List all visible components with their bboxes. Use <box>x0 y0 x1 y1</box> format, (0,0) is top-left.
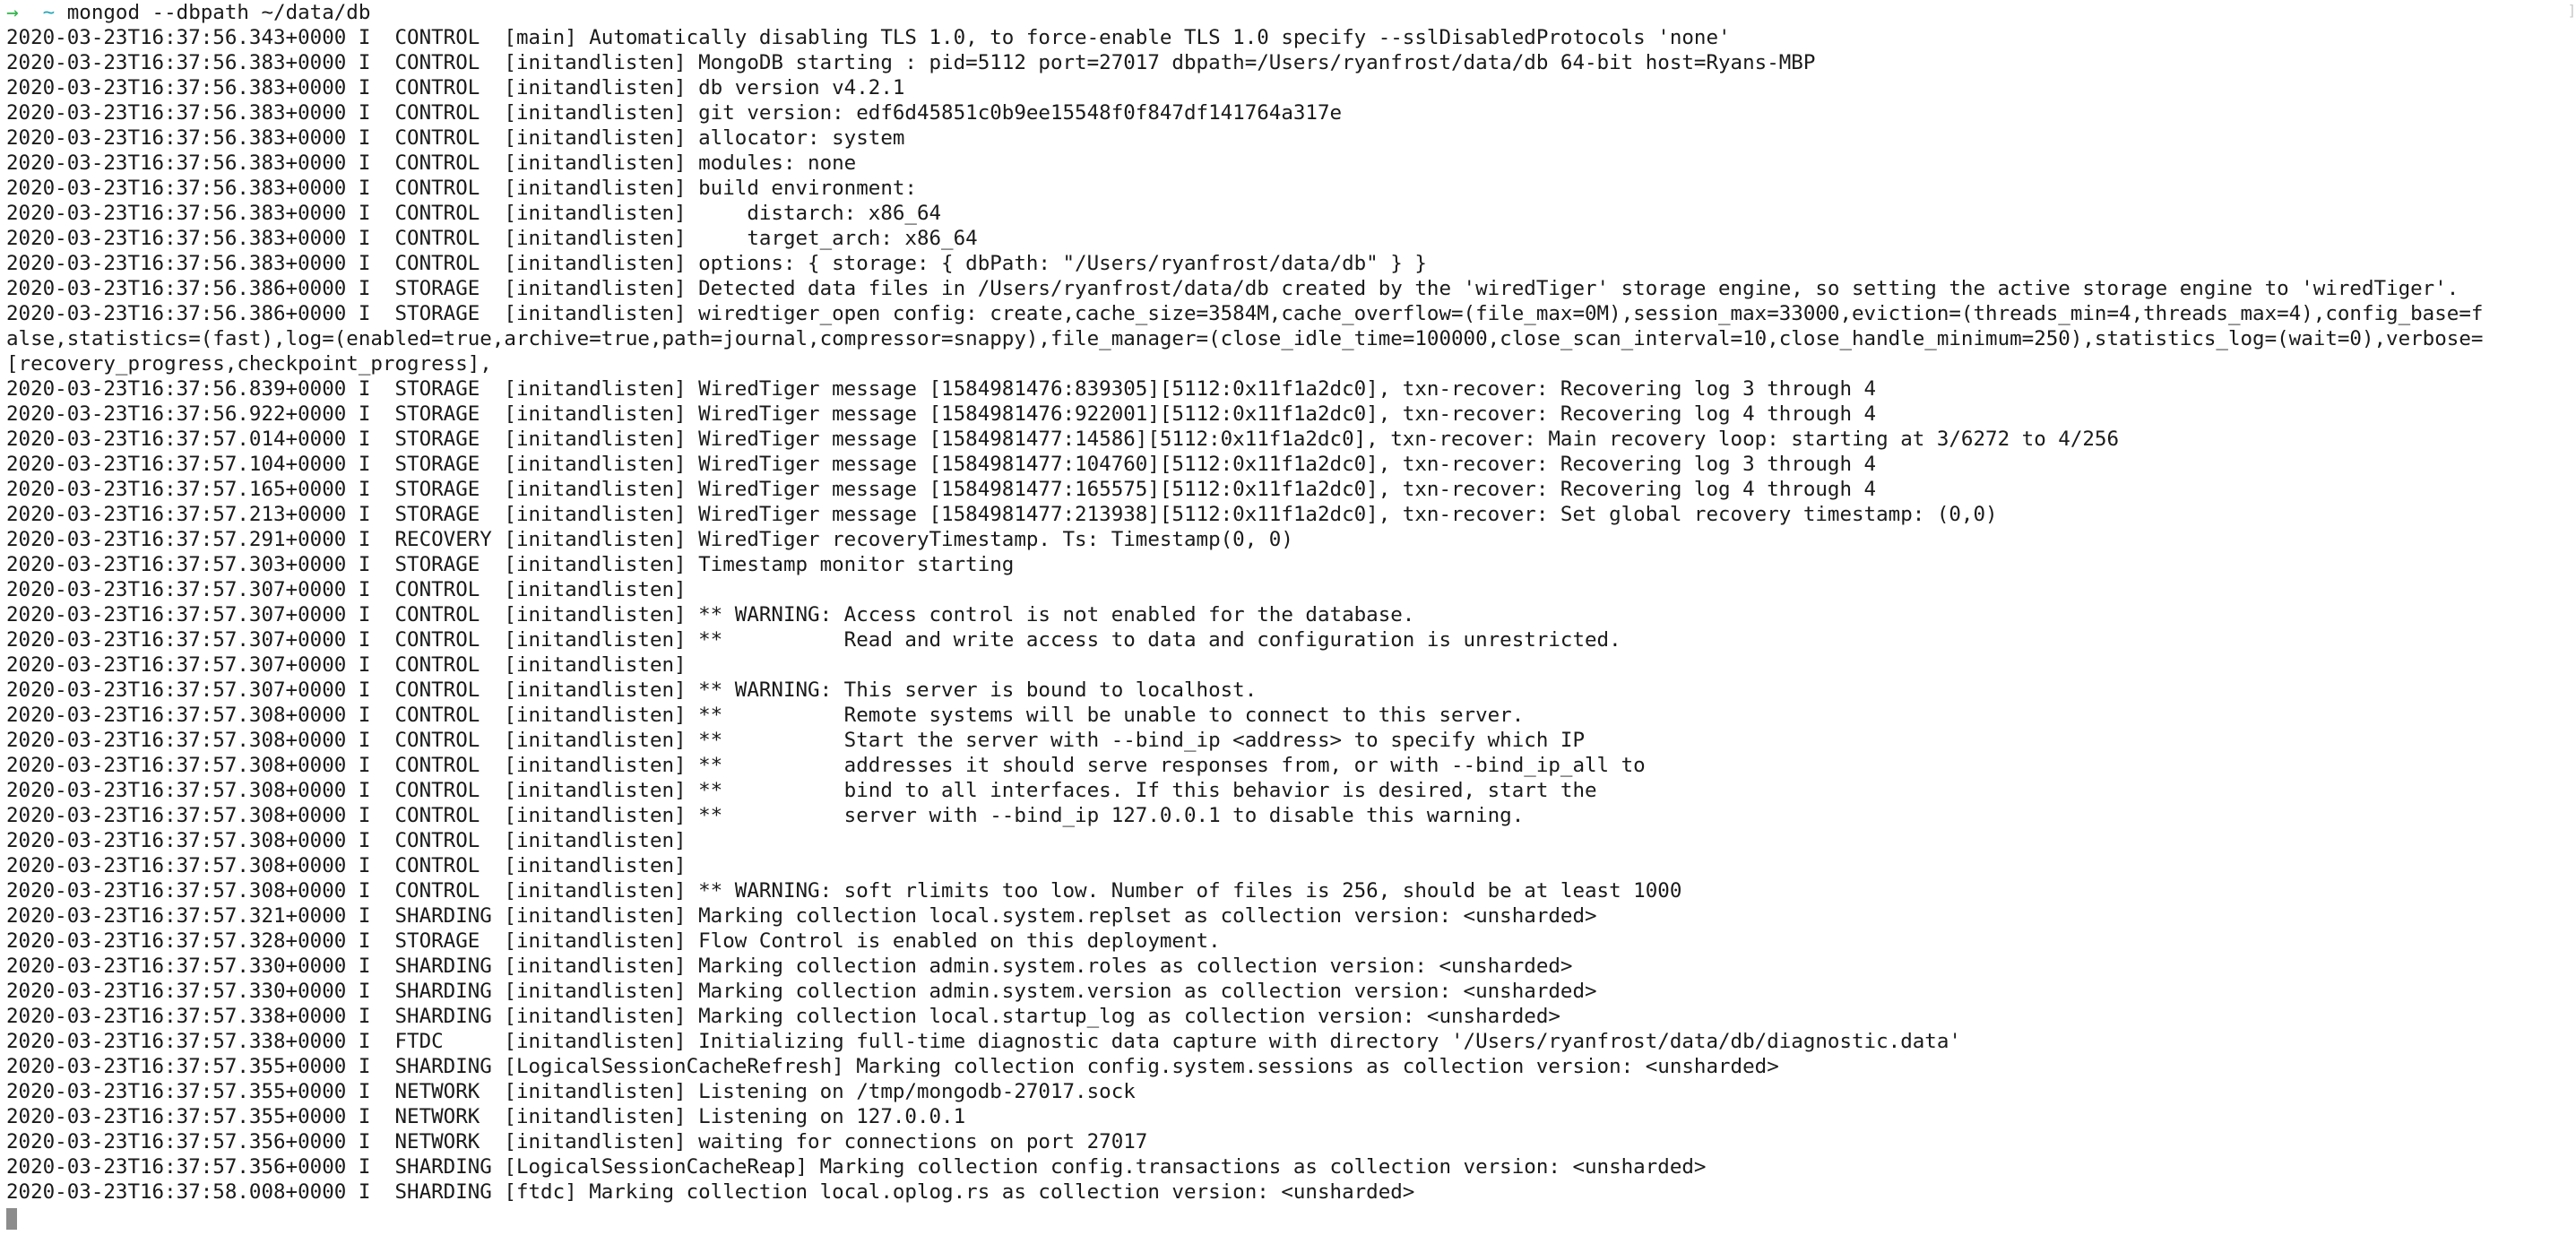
log-line: 2020-03-23T16:37:57.303+0000 I STORAGE [initandlisten] Timestamp monitor starting <box>6 553 1015 576</box>
log-line: 2020-03-23T16:37:57.330+0000 I SHARDING [initandlisten] Marking collection admin.system.roles as collection version: <unsharded> <box>6 955 1573 978</box>
log-line: 2020-03-23T16:37:57.307+0000 I CONTROL [initandlisten] ** WARNING: This server is bound to localhost. <box>6 678 1258 702</box>
log-line: 2020-03-23T16:37:57.338+0000 I FTDC [initandlisten] Initializing full-time diagnostic data capture with directory '/Users/ryanfrost/data/db/diagnostic.data' <box>6 1030 1961 1053</box>
command-text: mongod --dbpath ~/data/db <box>66 1 371 24</box>
prompt-directory: ~ <box>42 1 56 24</box>
log-line: 2020-03-23T16:37:57.213+0000 I STORAGE [initandlisten] WiredTiger message [1584981477:213938][5112:0x11f1a2dc0], txn-recover: Set global recovery timestamp: (0,0) <box>6 503 1998 526</box>
log-line: 2020-03-23T16:37:56.383+0000 I CONTROL [initandlisten] db version v4.2.1 <box>6 76 905 99</box>
log-line: 2020-03-23T16:37:57.307+0000 I CONTROL [initandlisten] ** Read and write access to data and configuration is unrestricted. <box>6 628 1621 652</box>
log-line: 2020-03-23T16:37:56.383+0000 I CONTROL [initandlisten] allocator: system <box>6 126 905 150</box>
log-line: 2020-03-23T16:37:56.383+0000 I CONTROL [initandlisten] git version: edf6d45851c0b9ee15548f0f847df141764a317e <box>6 101 1343 125</box>
log-line: 2020-03-23T16:37:57.328+0000 I STORAGE [initandlisten] Flow Control is enabled on this deployment. <box>6 929 1221 953</box>
log-line: 2020-03-23T16:37:57.356+0000 I SHARDING [LogicalSessionCacheReap] Marking collection config.transactions as collection version: <unsharded> <box>6 1155 1707 1179</box>
log-line: 2020-03-23T16:37:56.383+0000 I CONTROL [initandlisten] distarch: x86_64 <box>6 202 942 225</box>
log-line: 2020-03-23T16:37:57.308+0000 I CONTROL [initandlisten] ** addresses it should serve responses from, or with --bind_ip_all to <box>6 754 1646 777</box>
log-output <box>6 25 2570 1205</box>
log-line: 2020-03-23T16:37:57.308+0000 I CONTROL [initandlisten] ** server with --bind_ip 127.0.0.1 to disable this warning. <box>6 804 1525 827</box>
log-line: 2020-03-23T16:37:56.383+0000 I CONTROL [initandlisten] MongoDB starting : pid=5112 port=27017 dbpath=/Users/ryanfrost/data/db 64-bit host=Ryans-MBP <box>6 51 1816 74</box>
log-line: 2020-03-23T16:37:57.307+0000 I CONTROL [initandlisten] <box>6 578 687 601</box>
log-line: 2020-03-23T16:37:56.386+0000 I STORAGE [initandlisten] Detected data files in /Users/ryanfrost/data/db created by the 'wiredTiger' storage engine, so setting the active storage engine to 'wiredTiger'. <box>6 277 2459 300</box>
log-line: 2020-03-23T16:37:57.321+0000 I SHARDING [initandlisten] Marking collection local.system.replset as collection version: <unsharded> <box>6 904 1597 928</box>
log-line: 2020-03-23T16:37:56.383+0000 I CONTROL [initandlisten] build environment: <box>6 177 917 200</box>
log-line: alse,statistics=(fast),log=(enabled=true,archive=true,path=journal,compressor=snappy),file_manager=(close_idle_time=100000,close_scan_interval=10,close_handle_minimum=250),statistics_log=(wait=0),verbose= <box>6 327 2484 350</box>
log-line: 2020-03-23T16:37:57.308+0000 I CONTROL [initandlisten] ** Start the server with --bind_ip <address> to specify which IP <box>6 729 1585 752</box>
terminal-cursor <box>6 1208 17 1230</box>
prompt-arrow-icon: → <box>6 1 19 24</box>
log-line: 2020-03-23T16:37:57.308+0000 I CONTROL [initandlisten] ** bind to all interfaces. If this behavior is desired, start the <box>6 779 1597 802</box>
log-line: 2020-03-23T16:37:56.383+0000 I CONTROL [initandlisten] modules: none <box>6 151 857 175</box>
log-line: 2020-03-23T16:37:56.386+0000 I STORAGE [initandlisten] wiredtiger_open config: create,cache_size=3584M,cache_overflow=(file_max=0M),session_max=33000,eviction=(threads_min=4,threads_max=4),config_base=f <box>6 302 2484 325</box>
log-line: 2020-03-23T16:37:57.355+0000 I SHARDING [LogicalSessionCacheRefresh] Marking collection config.system.sessions as collection version: <unsharded> <box>6 1055 1779 1078</box>
log-line: 2020-03-23T16:37:57.308+0000 I CONTROL [initandlisten] <box>6 854 687 877</box>
log-line: 2020-03-23T16:37:56.839+0000 I STORAGE [initandlisten] WiredTiger message [1584981476:839305][5112:0x11f1a2dc0], txn-recover: Recovering log 3 through 4 <box>6 377 1877 401</box>
terminal-window[interactable] <box>6 0 2570 1244</box>
log-line: 2020-03-23T16:37:58.008+0000 I SHARDING [ftdc] Marking collection local.oplog.rs as collection version: <unsharded> <box>6 1180 1415 1204</box>
log-line: 2020-03-23T16:37:57.104+0000 I STORAGE [initandlisten] WiredTiger message [1584981477:104760][5112:0x11f1a2dc0], txn-recover: Recovering log 3 through 4 <box>6 453 1877 476</box>
log-line: 2020-03-23T16:37:56.922+0000 I STORAGE [initandlisten] WiredTiger message [1584981476:922001][5112:0x11f1a2dc0], txn-recover: Recovering log 4 through 4 <box>6 402 1877 426</box>
log-line: 2020-03-23T16:37:57.165+0000 I STORAGE [initandlisten] WiredTiger message [1584981477:165575][5112:0x11f1a2dc0], txn-recover: Recovering log 4 through 4 <box>6 478 1877 501</box>
log-line: 2020-03-23T16:37:57.307+0000 I CONTROL [initandlisten] ** WARNING: Access control is not enabled for the database. <box>6 603 1415 626</box>
log-line: 2020-03-23T16:37:57.307+0000 I CONTROL [initandlisten] <box>6 653 687 677</box>
log-line: 2020-03-23T16:37:56.343+0000 I CONTROL [main] Automatically disabling TLS 1.0, to force-enable TLS 1.0 specify --sslDisabledProtocols 'none' <box>6 26 1731 49</box>
log-line: 2020-03-23T16:37:57.330+0000 I SHARDING [initandlisten] Marking collection admin.system.version as collection version: <unsharded> <box>6 980 1597 1003</box>
log-line: 2020-03-23T16:37:57.014+0000 I STORAGE [initandlisten] WiredTiger message [1584981477:14586][5112:0x11f1a2dc0], txn-recover: Main recovery loop: starting at 3/6272 to 4/256 <box>6 428 2120 451</box>
log-line: 2020-03-23T16:37:56.383+0000 I CONTROL [initandlisten] options: { storage: { dbPath: "/Users/ryanfrost/data/db" } } <box>6 252 1427 275</box>
log-line: 2020-03-23T16:37:57.355+0000 I NETWORK [initandlisten] Listening on 127.0.0.1 <box>6 1105 966 1128</box>
log-line: 2020-03-23T16:37:57.356+0000 I NETWORK [initandlisten] waiting for connections on port 27017 <box>6 1130 1148 1153</box>
log-line: [recovery_progress,checkpoint_progress], <box>6 352 492 376</box>
prompt-line <box>6 0 2570 25</box>
log-line: 2020-03-23T16:37:57.308+0000 I CONTROL [initandlisten] <box>6 829 687 852</box>
log-line: 2020-03-23T16:37:57.355+0000 I NETWORK [initandlisten] Listening on /tmp/mongodb-27017.sock <box>6 1080 1136 1103</box>
log-line: 2020-03-23T16:37:57.338+0000 I SHARDING [initandlisten] Marking collection local.startup_log as collection version: <unsharded> <box>6 1005 1560 1028</box>
cursor-line[interactable] <box>6 1205 2570 1230</box>
log-line: 2020-03-23T16:37:57.308+0000 I CONTROL [initandlisten] ** WARNING: soft rlimits too low. Number of files is 256, should be at least 1000 <box>6 879 1682 903</box>
log-line: 2020-03-23T16:37:56.383+0000 I CONTROL [initandlisten] target_arch: x86_64 <box>6 227 978 250</box>
scrollbar-marker-icon[interactable]: ] <box>2568 2 2574 19</box>
log-line: 2020-03-23T16:37:57.291+0000 I RECOVERY [initandlisten] WiredTiger recoveryTimestamp. Ts: Timestamp(0, 0) <box>6 528 1293 551</box>
log-line: 2020-03-23T16:37:57.308+0000 I CONTROL [initandlisten] ** Remote systems will be unable to connect to this server. <box>6 704 1525 727</box>
